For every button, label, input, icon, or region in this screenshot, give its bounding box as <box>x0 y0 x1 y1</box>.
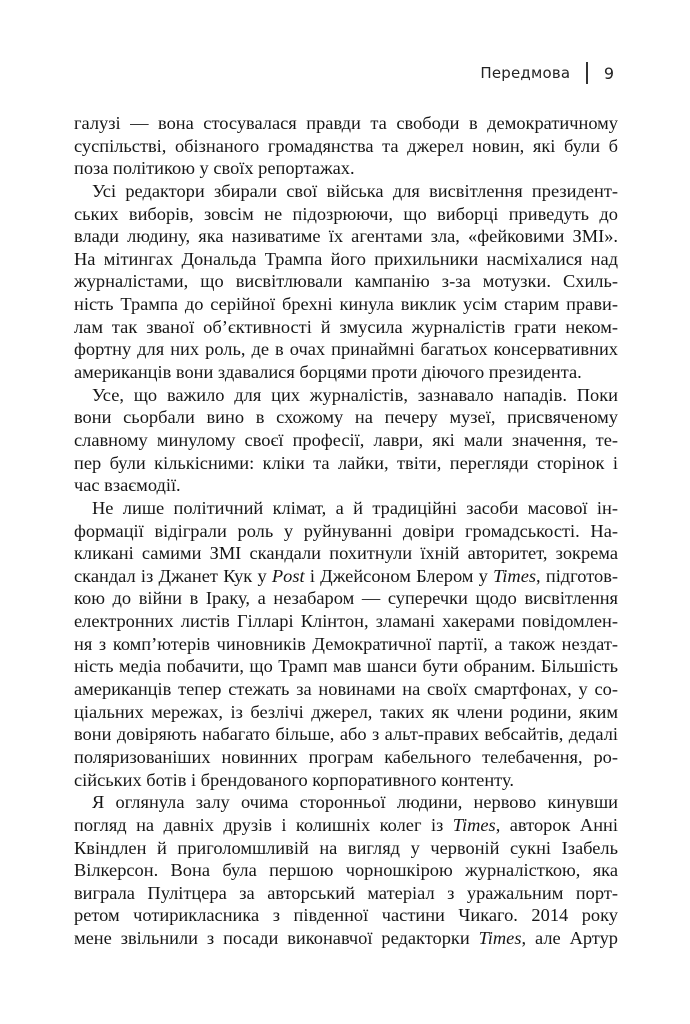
text-run: погляд на давніх друзів і колишніх колег із <box>74 814 453 835</box>
text-line: журналістами, що висвітлювали кампанію з-за мотузки. Схиль- <box>74 271 618 292</box>
text-line: славному минулому своєї професії, лаври, які мали значення, те- <box>74 429 618 450</box>
text-line: електронних листів Гілларі Клінтон, зламані хакерами повідомлен- <box>74 611 618 632</box>
text-line: кою до війни в Іраку, а незабаром — суперечки щодо висвітлення <box>74 588 618 609</box>
text-line: Квіндлен й приголомшливій на вигляд у червоній сукні Ізабель <box>74 837 618 858</box>
text-line: галузі — вона стосувалася правди та свободи в демократичному <box>74 113 618 133</box>
text-line <box>74 814 618 837</box>
text-line: формації відіграли роль у руйнуванні довіри громадськості. На- <box>74 520 618 541</box>
text-line: лам так званої об’єктивності й змусила журналістів грати неком- <box>74 316 618 337</box>
text-line: Усе, що важило для цих журналістів, зазнавало нападів. Поки <box>92 384 618 405</box>
text-run: мене звільнили з посади виконавчої редакторки <box>74 928 479 949</box>
italic-title: Times <box>478 928 522 949</box>
text-line: ність медіа побачити, що Трамп мав шанси бути обраним. Більшість <box>74 656 618 677</box>
text-run: , підготов- <box>536 565 619 586</box>
text-line: влади людину, яка називатиме їх агентами зла, «фейковими ЗМІ». <box>74 226 618 247</box>
text-line: виграла Пулітцера за авторський матеріал з уражальним порт- <box>74 882 618 903</box>
italic-title: Post <box>271 565 305 586</box>
text-line: ціальних мережах, із безлічі джерел, таких як члени родини, яким <box>74 701 618 722</box>
text-line: вони довіряють набагато більше, або з альт-правих вебсайтів, дедалі <box>74 724 618 745</box>
header-divider <box>586 62 588 84</box>
text-line: пер були кількісними: кліки та лайки, твіти, перегляди сторінок і <box>74 452 618 473</box>
text-run: , авторок Анні <box>495 814 618 835</box>
text-line <box>74 565 618 588</box>
text-line: ських виборів, зовсім не підозрюючи, що виборці приведуть до <box>74 203 618 224</box>
text-line: поза політикою у своїх репортажах. <box>74 158 355 179</box>
text-line: Усі редактори збирали свої війська для висвітлення президент- <box>92 180 618 201</box>
text-line: сійських ботів і брендованого корпоративного контенту. <box>74 769 514 790</box>
italic-title: Times <box>452 814 496 835</box>
section-title: Передмова <box>480 64 571 82</box>
page-number: 9 <box>603 63 614 83</box>
text-line: суспільстві, обізнаного громадянства та джерел новин, які були б <box>74 135 618 156</box>
text-line: фортну для них роль, де в очах принаймні багатьох консервативних <box>74 339 618 360</box>
text-line: Я оглянула залу очима сторонньої людини, нервово кинувши <box>92 792 618 813</box>
body-text <box>74 112 618 950</box>
text-line: час взаємодії. <box>74 475 181 496</box>
text-run: і Джейсоном Блером у <box>304 565 494 586</box>
text-line: поляризованіших новинних програм кабельного телебачення, ро- <box>74 746 618 767</box>
text-run: скандал із Джанет Кук у <box>74 565 272 586</box>
text-line <box>74 927 618 950</box>
text-line: ретом чотирикласника з південної частини Чикаго. 2014 року <box>74 905 618 926</box>
italic-title: Times <box>493 565 537 586</box>
running-header <box>480 62 614 84</box>
text-run: , але Артур <box>521 928 618 949</box>
text-line: На мітингах Дональда Трампа його прихильники насміхалися над <box>74 248 618 269</box>
text-line: Вілкерсон. Вона була першою чорношкірою журналісткою, яка <box>74 860 618 881</box>
text-line: Не лише політичний клімат, а й традиційні засоби масової ін- <box>92 497 618 518</box>
text-line: ня з комп’ютерів чиновників Демократичної партії, а також нездат- <box>74 633 618 654</box>
text-line: американців вони здавалися борцями проти діючого президента. <box>74 362 582 383</box>
text-line: американців тепер стежать за новинами на своїх смартфонах, у со- <box>74 679 618 700</box>
text-line: кликані самими ЗМІ скандали похитнули їхній авторитет, зокрема <box>74 543 618 564</box>
text-line: вони сьорбали вино в схожому на печеру музеї, присвяченому <box>74 407 618 428</box>
text-line: ність Трампа до серійної брехні кинула виклик усім старим прави- <box>74 294 618 315</box>
